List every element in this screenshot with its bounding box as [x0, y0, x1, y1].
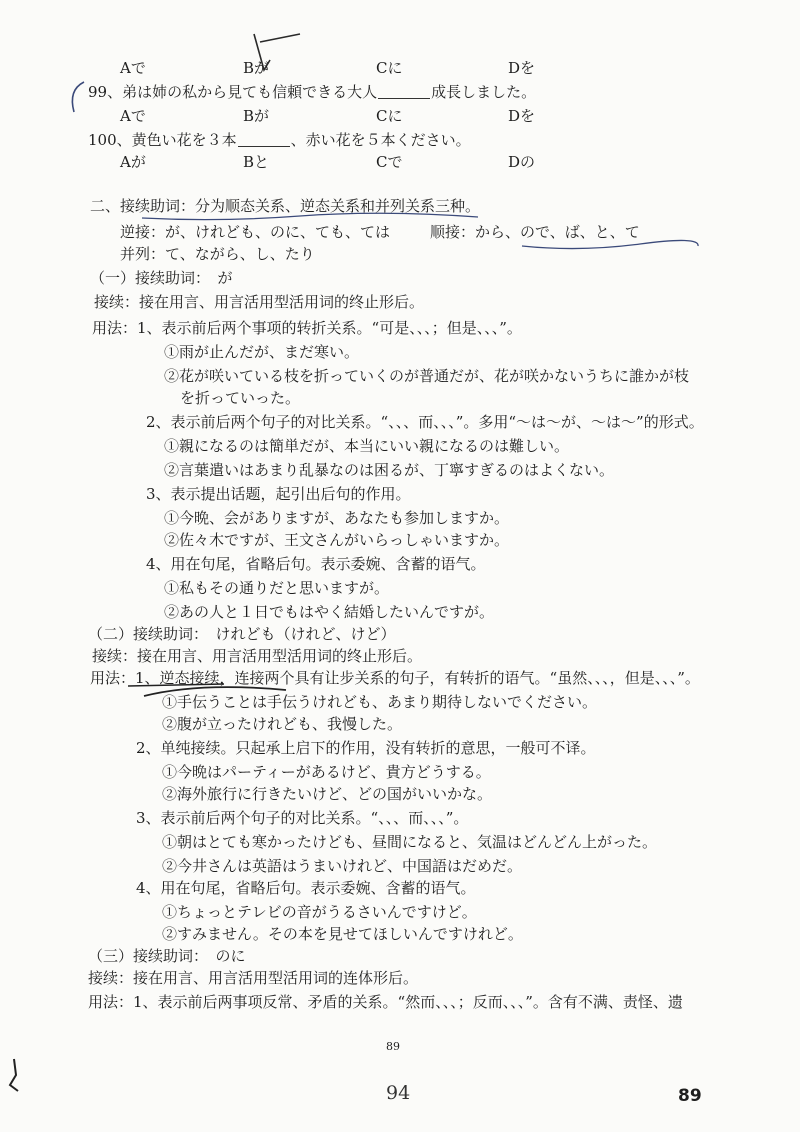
option-b: Bが: [243, 107, 270, 125]
option-b: Bと: [243, 153, 270, 171]
question-number: 100、: [88, 131, 132, 149]
example-sentence: ②あの人と１日でもはやく結婚したいんですが。: [164, 603, 495, 621]
example-sentence: ②海外旅行に行きたいけど、どの国がいいかな。: [162, 785, 493, 803]
forward-connection-list: 顺接：から、ので、ば、と、て: [430, 223, 640, 241]
usage-3: 3、表示前后两个句子的对比关系。“、、、而、、、”。: [136, 809, 469, 827]
parallel-connection-list: 并列：て、ながら、し、たり: [120, 245, 315, 263]
example-sentence: ①私もその通りだと思いますが。: [164, 579, 390, 597]
question-text: 、赤い花を５本ください。: [290, 131, 471, 149]
subsection-heading: （一）接续助词： が: [90, 269, 233, 287]
example-sentence: ①今晩、会がありますが、あなたも参加しますか。: [164, 509, 510, 527]
option-c: Cで: [376, 153, 403, 171]
usage-4: 4、用在句尾，省略后句。表示委婉、含蓄的语气。: [146, 555, 486, 573]
printed-page-number: 89: [386, 1040, 400, 1053]
option-d: Dの: [508, 153, 536, 171]
example-sentence: ②今井さんは英語はうまいけれど、中国語はだめだ。: [162, 857, 523, 875]
example-sentence: ①雨が止んだが、まだ寒い。: [164, 343, 360, 361]
example-sentence: ①ちょっとテレビの音がうるさいんですけど。: [162, 903, 477, 921]
example-sentence: ②佐々木ですが、王文さんがいらっしゃいますか。: [164, 531, 510, 549]
example-sentence: ②すみません。その本を見せてほしいんですけれど。: [162, 925, 523, 943]
question-text: 成長しました。: [431, 83, 537, 101]
question-text: 黄色い花を３本: [131, 131, 237, 149]
option-a: Aが: [120, 153, 146, 171]
scan-margin-mark: [4, 1055, 24, 1095]
question-number: 99、: [88, 83, 123, 101]
bold-page-number: 89: [678, 1086, 702, 1106]
option-d: Dを: [508, 107, 536, 125]
example-sentence: ②花が咲いている枝を折っていくのが普通だが、花が咲かないうちに誰かが枝: [164, 367, 690, 385]
answer-blank: [378, 84, 430, 99]
example-sentence: ①手伝うことは手伝うけれども、あまり期待しないでください。: [162, 693, 598, 711]
usage-1: 用法：1、表示前后两个事项的转折关系。“可是、、、；但是、、、”。: [92, 319, 522, 337]
usage-3: 3、表示提出话题，起引出后句的作用。: [146, 485, 411, 503]
question-100: [88, 130, 471, 150]
option-d: Dを: [508, 59, 536, 77]
example-sentence: ①今晩はパーティーがあるけど、貴方どうする。: [162, 763, 491, 781]
option-a: Aで: [120, 59, 146, 77]
reverse-connection-list: 逆接：が、けれども、のに、ても、ては: [120, 223, 391, 241]
option-b: Bが: [243, 59, 270, 77]
example-sentence: ①朝はとても寒かったけども、昼間になると、気温はどんどん上がった。: [162, 833, 658, 851]
example-sentence: を折っていった。: [180, 389, 301, 407]
option-a: Aで: [120, 107, 146, 125]
option-c: Cに: [376, 59, 403, 77]
usage-2: 2、表示前后两个句子的对比关系。“、、、而、、、”。多用“～は～が、～は～”的形式。: [146, 413, 704, 431]
example-sentence: ②腹が立ったけれども、我慢した。: [162, 715, 403, 733]
usage-1: 用法：1、逆态接续，连接两个具有让步关系的句子，有转折的语气。“虽然、、、，但是、、、”。: [90, 669, 700, 687]
section-heading: 二、接续助词：分为顺态关系、逆态关系和并列关系三种。: [90, 197, 481, 215]
option-c: Cに: [376, 107, 403, 125]
example-sentence: ②言葉遣いはあまり乱暴なのは困るが、丁寧すぎるのはよくない。: [164, 461, 615, 479]
question-text: 弟は姉の私から見ても信頼できる大人: [122, 83, 378, 101]
handwritten-page-number: 94: [386, 1082, 411, 1104]
subsection-heading: （二）接续助词： けれども（けれど、けど）: [88, 625, 396, 643]
usage-2: 2、单纯接续。只起承上启下的作用，没有转折的意思，一般可不译。: [136, 739, 596, 757]
connection-rule: 接续：接在用言、用言活用型活用词的终止形后。: [92, 647, 423, 665]
usage-4: 4、用在句尾，省略后句。表示委婉、含蓄的语气。: [136, 879, 476, 897]
answer-blank: [238, 132, 290, 147]
question-99: [88, 82, 536, 102]
connection-rule: 接续：接在用言、用言活用型活用词的终止形后。: [94, 293, 425, 311]
usage-1: 用法：1、表示前后两事项反常、矛盾的关系。“然而、、、；反而、、、”。含有不满、责怪、遗: [88, 993, 683, 1011]
connection-rule: 接续：接在用言、用言活用型活用词的连体形后。: [88, 969, 419, 987]
example-sentence: ①親になるのは簡単だが、本当にいい親になるのは難しい。: [164, 437, 570, 455]
subsection-heading: （三）接续助词： のに: [88, 947, 246, 965]
